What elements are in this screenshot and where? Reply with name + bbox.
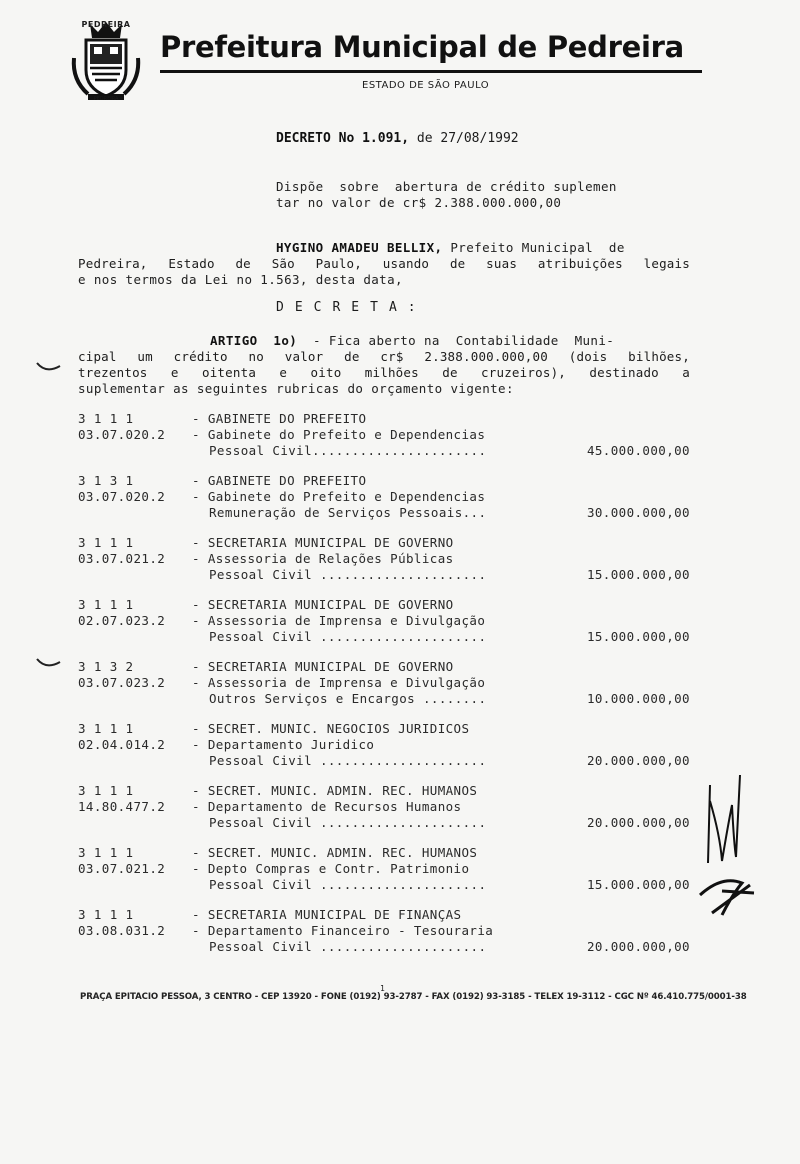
- budget-code: 3 1 3 2: [78, 659, 134, 674]
- budget-category: Pessoal Civil .....................: [209, 567, 487, 582]
- budget-department: - Departamento Juridico: [192, 737, 375, 752]
- preamble-line-2: Pedreira, Estado de São Paulo, usando de suas atribuições legais: [78, 256, 690, 271]
- program-code: 03.08.031.2: [78, 923, 166, 938]
- budget-category: Pessoal Civil .....................: [209, 629, 487, 644]
- margin-tick-icon: [34, 656, 64, 672]
- decreta-heading: DECRETA:: [276, 300, 427, 315]
- budget-unit: - SECRET. MUNIC. ADMIN. REC. HUMANOS: [192, 845, 478, 860]
- article-line-4: suplementar as seguintes rubricas do orçamento vigente:: [78, 381, 514, 396]
- budget-department: - Assessoria de Imprensa e Divulgação: [192, 675, 486, 690]
- budget-category: Pessoal Civil .....................: [209, 939, 487, 954]
- municipal-crest-icon: [68, 18, 144, 104]
- decree-date: de 27/08/1992: [409, 131, 519, 146]
- budget-category: Pessoal Civil......................: [209, 443, 487, 458]
- budget-amount: 20.000.000,00: [586, 753, 690, 768]
- budget-code: 3 1 1 1: [78, 597, 134, 612]
- program-code: 03.07.020.2: [78, 489, 166, 504]
- budget-department: - Gabinete do Prefeito e Dependencias: [192, 489, 486, 504]
- preamble-line-1-rest: Prefeito Municipal de: [442, 240, 625, 255]
- budget-category: Pessoal Civil .....................: [209, 753, 487, 768]
- program-code: 03.07.020.2: [78, 427, 166, 442]
- budget-unit: - SECRETARIA MUNICIPAL DE GOVERNO: [192, 659, 454, 674]
- budget-department: - Depto Compras e Contr. Patrimonio: [192, 861, 470, 876]
- budget-unit: - SECRETARIA MUNICIPAL DE GOVERNO: [192, 597, 454, 612]
- budget-amount: 10.000.000,00: [586, 691, 690, 706]
- budget-department: - Assessoria de Relações Públicas: [192, 551, 454, 566]
- budget-amount: 15.000.000,00: [586, 629, 690, 644]
- decree-summary-line-2: tar no valor de cr$ 2.388.000.000,00: [276, 195, 562, 210]
- page-number: 1: [380, 984, 385, 993]
- budget-unit: - SECRET. MUNIC. ADMIN. REC. HUMANOS: [192, 783, 478, 798]
- budget-category: Outros Serviços e Encargos ........: [209, 691, 487, 706]
- letterhead-title: Prefeitura Municipal de Pedreira: [160, 30, 684, 64]
- budget-code: 3 1 1 1: [78, 411, 134, 426]
- preamble-line-1: [276, 240, 625, 255]
- budget-amount: 15.000.000,00: [586, 877, 690, 892]
- decree-summary-line-1: Dispõe sobre abertura de crédito suplemen: [276, 179, 617, 194]
- budget-category: Pessoal Civil .....................: [209, 877, 487, 892]
- budget-unit: - SECRET. MUNIC. NEGOCIOS JURIDICOS: [192, 721, 470, 736]
- letterhead-footer: PRAÇA EPITACIO PESSOA, 3 CENTRO - CEP 13920 - FONE (0192) 93-2787 - FAX (0192) 93-3185 - TELEX 19-3112 - CGC Nº 46.410.775/0001-38: [80, 992, 747, 1002]
- budget-department: - Departamento de Recursos Humanos: [192, 799, 462, 814]
- budget-unit: - SECRETARIA MUNICIPAL DE GOVERNO: [192, 535, 454, 550]
- program-code: 02.07.023.2: [78, 613, 166, 628]
- budget-unit: - GABINETE DO PREFEITO: [192, 411, 367, 426]
- crest-motto: PEDREIRA: [93, 96, 119, 102]
- mayor-name: HYGINO AMADEU BELLIX,: [276, 240, 443, 255]
- budget-code: 3 1 1 1: [78, 721, 134, 736]
- budget-unit: - GABINETE DO PREFEITO: [192, 473, 367, 488]
- budget-amount: 15.000.000,00: [586, 567, 690, 582]
- budget-code: 3 1 1 1: [78, 907, 134, 922]
- preamble-line-3: e nos termos da Lei no 1.563, desta data,: [78, 272, 403, 287]
- article-line-1-rest: - Fica aberto na Contabilidade Muni-: [297, 333, 615, 348]
- crest-name: PEDREIRA: [81, 20, 131, 29]
- program-code: 14.80.477.2: [78, 799, 166, 814]
- budget-department: - Departamento Financeiro - Tesouraria: [192, 923, 494, 938]
- budget-code: 3 1 1 1: [78, 845, 134, 860]
- letterhead-rule: [160, 70, 702, 73]
- program-code: 03.07.021.2: [78, 861, 166, 876]
- article-line-2: cipal um crédito no valor de cr$ 2.388.000.000,00 (dois bilhões,: [78, 349, 690, 364]
- budget-department: - Gabinete do Prefeito e Dependencias: [192, 427, 486, 442]
- program-code: 02.04.014.2: [78, 737, 166, 752]
- margin-tick-icon: [34, 360, 64, 376]
- budget-unit: - SECRETARIA MUNICIPAL DE FINANÇAS: [192, 907, 462, 922]
- letterhead-subtitle: ESTADO DE SÃO PAULO: [362, 80, 490, 91]
- budget-amount: 20.000.000,00: [586, 815, 690, 830]
- budget-amount: 30.000.000,00: [586, 505, 690, 520]
- program-code: 03.07.023.2: [78, 675, 166, 690]
- signature-icon: [692, 765, 762, 930]
- program-code: 03.07.021.2: [78, 551, 166, 566]
- budget-department: - Assessoria de Imprensa e Divulgação: [192, 613, 486, 628]
- decree-number: DECRETO No 1.091,: [276, 131, 410, 146]
- budget-amount: 45.000.000,00: [586, 443, 690, 458]
- budget-code: 3 1 3 1: [78, 473, 134, 488]
- budget-code: 3 1 1 1: [78, 535, 134, 550]
- budget-code: 3 1 1 1: [78, 783, 134, 798]
- article-line-3: trezentos e oitenta e oito milhões de cruzeiros), destinado a: [78, 365, 690, 380]
- budget-category: Pessoal Civil .....................: [209, 815, 487, 830]
- budget-amount: 20.000.000,00: [586, 939, 690, 954]
- budget-category: Remuneração de Serviços Pessoais...: [209, 505, 487, 520]
- article-label: ARTIGO 1o): [210, 333, 298, 348]
- article-line-1: [210, 333, 614, 348]
- decree-title: [276, 131, 519, 146]
